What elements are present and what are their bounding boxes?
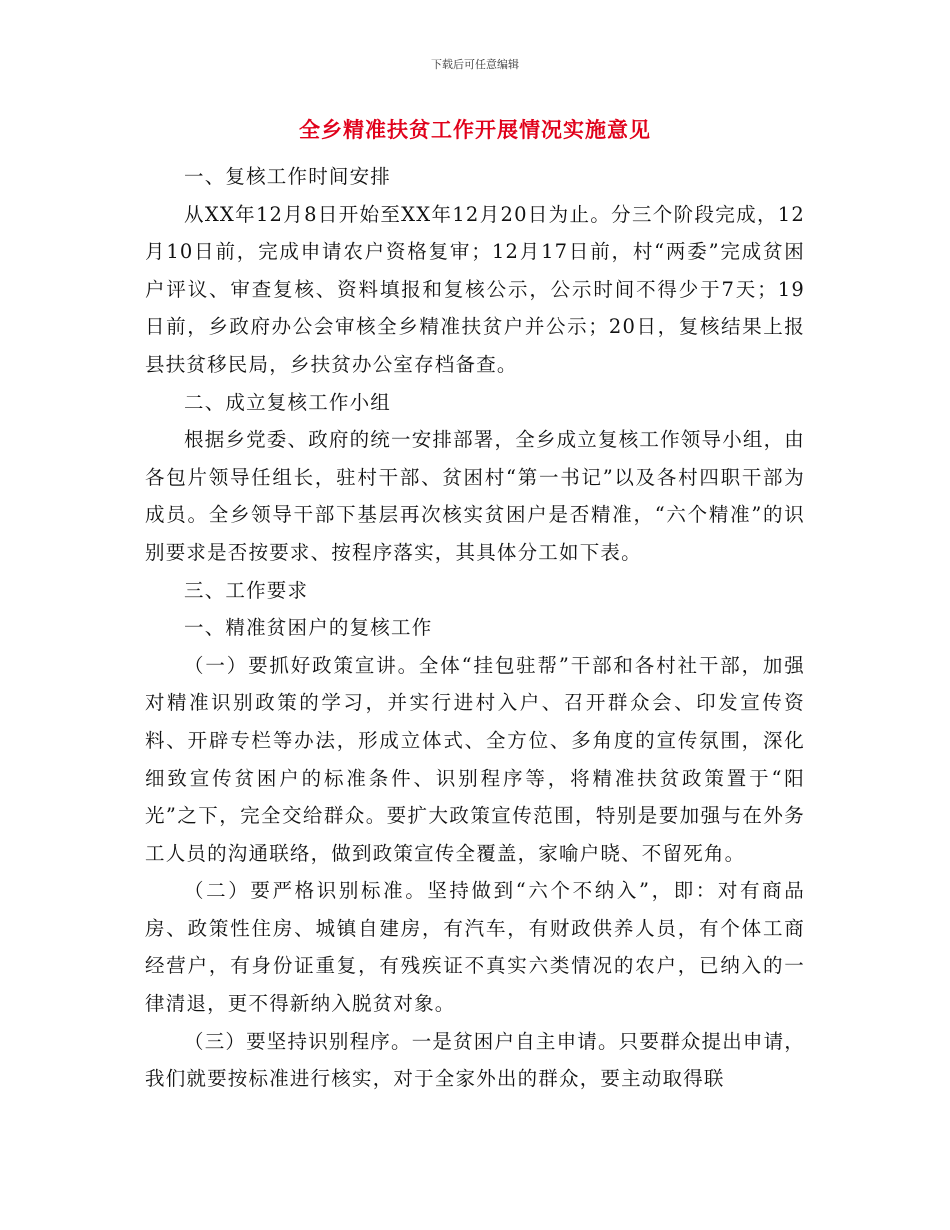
paragraph-team: 根据乡党委、政府的统一安排部署，全乡成立复核工作领导小组，由各包片领导任组长，驻村干部、贫困村“第一书记”以及各村四职干部为成员。全乡领导干部下基层再次核实贫困户是否精准，“六个精准”的识别要求是否按要求、按程序落实，其具体分工如下表。: [145, 428, 806, 564]
subsection-heading-review: 一、精准贫困户的复核工作: [184, 616, 433, 640]
page-header-note: 下载后可任意编辑: [431, 58, 519, 71]
document-title: 全乡精准扶贫工作开展情况实施意见: [299, 118, 651, 142]
section-heading-schedule: 一、复核工作时间安排: [184, 165, 392, 188]
paragraph-identification-standards: （二）要严格识别标准。坚持做到“六个不纳入”，即：对有商品房、政策性住房、城镇自建房，有汽车，有财政供养人员，有个体工商经营户，有身份证重复，有残疾证不真实六类情况的农户，已纳入的一律清退，更不得新纳入脱贫对象。: [145, 879, 805, 1016]
document-body: [145, 158, 805, 1098]
paragraph-policy-publicity: （一）要抓好政策宣讲。全体“挂包驻帮”干部和各村社干部，加强对精准识别政策的学习，并实行进村入户、召开群众会、印发宣传资料、开辟专栏等办法，形成立体式、全方位、多角度的宣传氛围，深化细致宣传贫困户的标准条件、识别程序等，将精准扶贫政策置于“阳光”之下，完全交给群众。要扩大政策宣传范围，特别是要加强与在外务工人员的沟通联络，做到政策宣传全覆盖，家喻户晓、不留死角。: [145, 653, 805, 865]
paragraph-schedule: 从XX年12月8日开始至XX年12月20日为止。分三个阶段完成，12月10日前，完成申请农户资格复审；12月17日前，村“两委”完成贫困户评议、审查复核、资料填报和复核公示，公示时间不得少于7天；19日前，乡政府办公会审核全乡精准扶贫户并公示；20日，复核结果上报县扶贫移民局，乡扶贫办公室存档备查。: [145, 202, 805, 376]
section-heading-requirements: 三、工作要求: [184, 578, 309, 602]
paragraph-identification-procedure: （三）要坚持识别程序。一是贫困户自主申请。只要群众提出申请，我们就要按标准进行核实，对于全家外出的群众，要主动取得联: [145, 1029, 806, 1091]
section-heading-team: 二、成立复核工作小组: [184, 390, 392, 414]
